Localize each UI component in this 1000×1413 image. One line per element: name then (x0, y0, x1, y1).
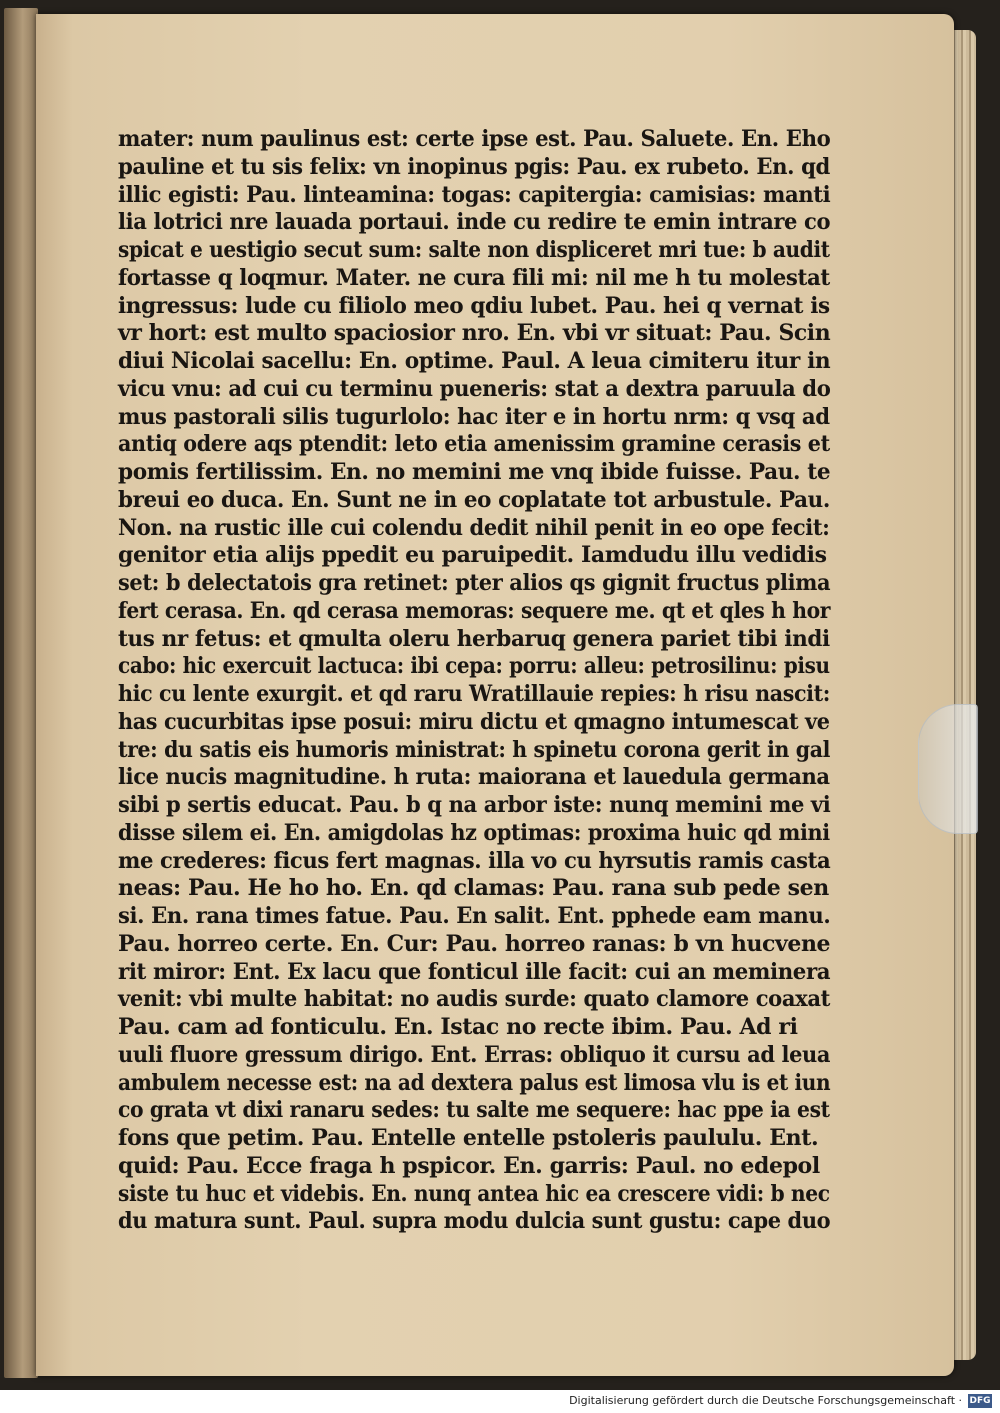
text-line: antiq odere aqs ptendit: leto etia amenissim gramine cerasis et (118, 431, 830, 458)
funding-credit: Digitalisierung gefördert durch die Deutsche Forschungsgemeinschaft · (569, 1394, 962, 1407)
page-clip (918, 704, 978, 834)
dfg-logo: DFG (969, 1396, 991, 1406)
text-line: tus nr fetus: et qmulta oleru herbaruq genera pariet tibi indi (118, 625, 830, 652)
text-line: cabo: hic exercuit lactuca: ibi cepa: porru: alleu: petrosilinu: pisu (118, 653, 830, 680)
text-line: genitor etia alijs ppedit eu paruipedit. Iamdudu illu vedidis (118, 542, 827, 569)
text-line: uuli fluore gressum dirigo. Ent. Erras: obliquo it cursu ad leua (118, 1041, 831, 1068)
previous-page-bleed (96, 28, 336, 48)
text-line: illic egisti: Pau. linteamina: togas: capitergia: camisias: manti (118, 181, 831, 208)
text-line: sibi p sertis educat. Pau. b q na arbor iste: nunq memini me vi (118, 792, 831, 818)
text-line: has cucurbitas ipse posui: miru dictu et qmagno intumescat ve (118, 708, 830, 735)
text-line: lice nucis magnitudine. h ruta: maiorana et lauedula germana (118, 764, 830, 791)
text-line: lia lotrici nre lauada portaui. inde cu redire te emin intrare co (118, 209, 831, 236)
text-line: ambulem necesse est: na ad dextera palus est limosa vlu is et iun (118, 1069, 831, 1096)
text-line: pomis fertilissim. En. no memini me vnq ibide fuisse. Pau. te (118, 459, 831, 485)
text-line: mater: num paulinus est: certe ipse est. Pau. Saluete. En. Eho (118, 126, 831, 152)
text-line: disse silem ei. En. amigdolas hz optimas: proxima huic qd mini (118, 819, 830, 846)
text-line: tre: du satis eis humoris ministrat: h spinetu corona gerit in gal (118, 736, 831, 763)
text-line: rit miror: Ent. Ex lacu que fonticul ille facit: cui an meminera (118, 958, 831, 985)
left-cover-edge (4, 8, 38, 1378)
text-line: Non. na rustic ille cui colendu dedit nihil penit in eo ope fecit: (118, 514, 830, 541)
text-line: Pau. cam ad fonticulu. En. Istac no recte ibim. Pau. Ad ri (118, 1014, 798, 1040)
text-line: ingressus: lude cu filiolo meo qdiu lubet. Pau. hei q vernat is (118, 292, 830, 319)
text-line: fons que petim. Pau. Entelle entelle pstoleris paululu. Ent. (118, 1125, 819, 1151)
text-line: vr hort: est multo spaciosior nro. En. vbi vr situat: Pau. Scin (118, 320, 831, 347)
text-line: spicat e uestigio secut sum: salte non displiceret mri tue: b audit (118, 237, 830, 263)
text-line: pauline et tu sis felix: vn inopinus pgis: Pau. ex rubeto. En. qd (118, 153, 830, 180)
text-line: si. En. rana times fatue. Pau. En salit. Ent. pphede eam manu. (118, 903, 831, 929)
text-line: diui Nicolai sacellu: En. optime. Paul. A leua cimiteru itur in (118, 348, 831, 374)
text-line: venit: vbi multe habitat: no audis surde: quato clamore coaxat (118, 986, 830, 1013)
text-line: du matura sunt. Paul. supra modu dulcia sunt gustu: cape duo (118, 1208, 831, 1235)
text-line: Pau. horreo certe. En. Cur: Pau. horreo ranas: b vn hucvene (118, 930, 831, 957)
text-line: hic cu lente exurgit. et qd raru Wratillauie repies: h risu nascit: (118, 681, 830, 707)
text-line: fert cerasa. En. qd cerasa memoras: sequere me. qt et qles h hor (118, 597, 831, 624)
text-line: quid: Pau. Ecce fraga h pspicor. En. garris: Paul. no edepol (118, 1152, 820, 1179)
text-line: mus pastorali silis tugurlolo: hac iter e in hortu nrm: q vsq ad (118, 403, 830, 430)
text-line: set: b delectatois gra retinet: pter alios qs gignit fructus plima (118, 570, 831, 596)
text-line: vicu vnu: ad cui cu terminu pueneris: stat a dextra paruula do (118, 375, 831, 402)
text-line: neas: Pau. He ho ho. En. qd clamas: Pau. rana sub pede sen (118, 875, 829, 902)
text-line: me crederes: ficus fert magnas. illa vo cu hyrsutis ramis casta (118, 847, 831, 874)
text-line: co grata vt dixi ranaru sedes: tu salte me sequere: hac ppe ia est (118, 1097, 830, 1124)
text-line: fortasse q loqmur. Mater. ne cura fili mi: nil me h tu molestat (118, 264, 830, 291)
page-text-block (118, 126, 830, 1236)
footer-bar (0, 1390, 1000, 1413)
text-line: breui eo duca. En. Sunt ne in eo coplatate tot arbustule. Pau. (118, 486, 830, 513)
text-line: siste tu huc et videbis. En. nunq antea hic ea crescere vidi: b nec (118, 1180, 830, 1207)
